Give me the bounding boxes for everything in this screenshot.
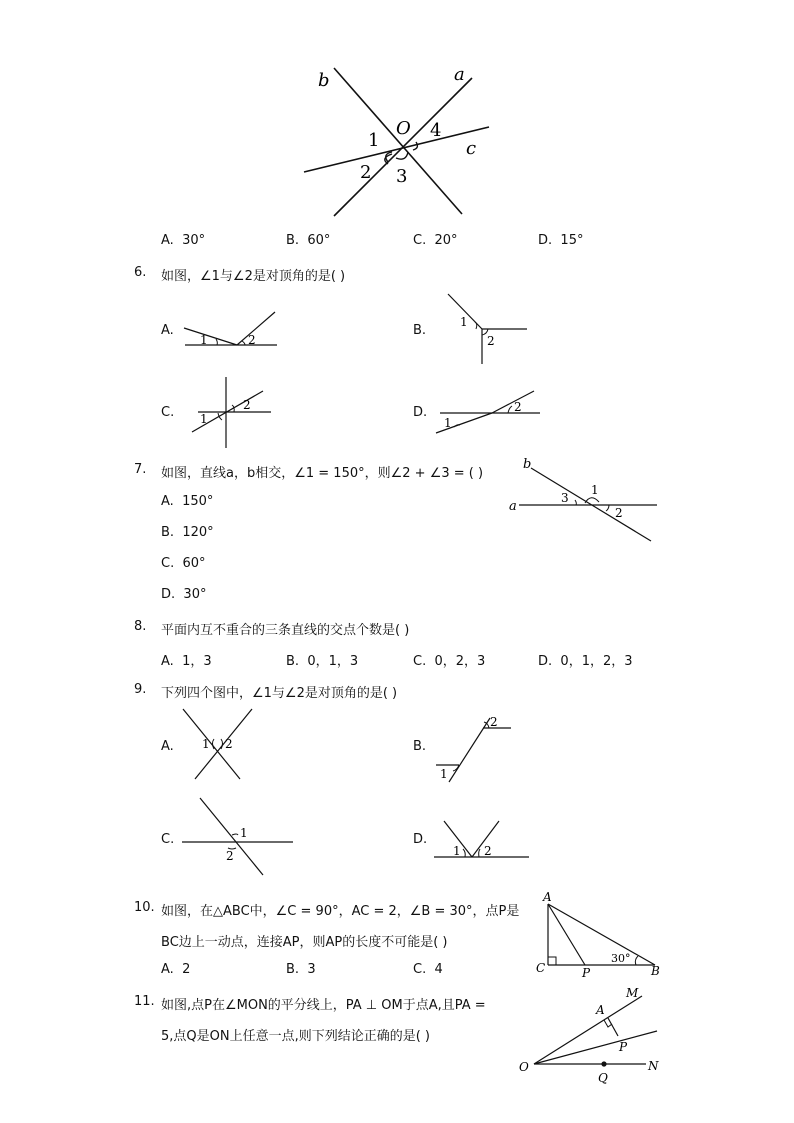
svg-text:2: 2 <box>226 849 234 863</box>
fig5-label-c: c <box>466 138 477 159</box>
svg-text:2: 2 <box>490 715 498 729</box>
fig7-label-3: 3 <box>561 491 569 505</box>
q6-option-d[interactable]: D. <box>413 405 428 420</box>
q10-option-b[interactable]: B. 3 <box>286 962 316 977</box>
right-angle-mark <box>548 957 556 965</box>
fig10-label-angle: 30° <box>611 952 631 965</box>
q11-figure <box>512 978 667 1088</box>
svg-text:1: 1 <box>202 737 210 751</box>
side-AB <box>548 904 655 965</box>
q8-option-a[interactable]: A. 1，3 <box>161 654 212 669</box>
q9-figure-a <box>180 705 260 785</box>
svg-text:1: 1 <box>200 333 208 347</box>
q7-option-a[interactable]: A. 150° <box>161 494 214 509</box>
q6-figure-d <box>432 385 547 435</box>
q6-figure-a <box>180 310 290 355</box>
q10-figure <box>530 888 670 980</box>
svg-text:2: 2 <box>248 333 256 347</box>
segment-PA <box>608 1018 618 1036</box>
q8-stem: 平面内互不重合的三条直线的交点个数是( ) <box>161 623 410 638</box>
q9-option-b[interactable]: B. <box>413 739 427 754</box>
fig5-label-1: 1 <box>368 130 380 151</box>
svg-text:1: 1 <box>440 767 448 781</box>
q9-figure-b <box>432 710 517 785</box>
q6-option-c[interactable]: C. <box>161 405 175 420</box>
q7-option-c[interactable]: C. 60° <box>161 556 206 571</box>
q8-option-b[interactable]: B. 0，1，3 <box>286 654 359 669</box>
line-a <box>334 78 472 216</box>
q6-figure-c <box>188 375 278 450</box>
q10-stem-line2: BC边上一动点，连接AP，则AP的长度不可能是( ) <box>161 935 448 950</box>
q7-number: 7. <box>134 462 147 477</box>
fig5-label-O: O <box>396 118 411 139</box>
fig7-label-a: a <box>509 499 517 514</box>
fig10-label-A: A <box>543 890 552 904</box>
fig10-label-P: P <box>582 966 591 980</box>
fig5-label-2: 2 <box>360 162 372 183</box>
line-b <box>334 68 462 214</box>
q9-figure-c <box>180 795 300 880</box>
q9-number: 9. <box>134 682 147 697</box>
fig10-label-C: C <box>536 961 546 975</box>
fig7-label-2: 2 <box>615 506 623 520</box>
q5-figure <box>296 62 496 222</box>
q8-option-d[interactable]: D. 0，1，2，3 <box>538 654 633 669</box>
q8-number: 8. <box>134 619 147 634</box>
q7-stem: 如图，直线a，b相交，∠1 = 150°，则∠2 + ∠3 = ( ) <box>161 466 484 481</box>
svg-text:2: 2 <box>484 844 492 858</box>
svg-text:1: 1 <box>240 826 248 840</box>
q6-figure-b <box>430 290 540 370</box>
q11-stem-line2: 5,点Q是ON上任意一点,则下列结论正确的是( ) <box>161 1029 431 1044</box>
q7-option-d[interactable]: D. 30° <box>161 587 207 602</box>
svg-text:1: 1 <box>460 315 468 329</box>
q5-option-d[interactable]: D. 15° <box>538 233 584 248</box>
svg-text:1: 1 <box>200 412 208 426</box>
q5-option-b[interactable]: B. 60° <box>286 233 331 248</box>
bisector <box>534 1031 657 1064</box>
q8-option-c[interactable]: C. 0，2，3 <box>413 654 486 669</box>
segment-AP <box>548 904 585 965</box>
q9-option-a[interactable]: A. <box>161 739 174 754</box>
q10-option-c[interactable]: C. 4 <box>413 962 443 977</box>
fig11-label-Q: Q <box>598 1071 608 1085</box>
svg-text:2: 2 <box>487 334 495 348</box>
fig5-label-a: a <box>454 64 465 85</box>
fig5-label-4: 4 <box>430 120 442 141</box>
q5-option-a[interactable]: A. 30° <box>161 233 206 248</box>
fig10-label-B: B <box>651 964 660 978</box>
fig11-label-M: M <box>626 986 639 1000</box>
fig11-label-O: O <box>519 1060 529 1074</box>
fig11-label-P: P <box>619 1040 628 1054</box>
q10-option-a[interactable]: A. 2 <box>161 962 191 977</box>
svg-text:1: 1 <box>444 416 452 430</box>
point-Q <box>601 1061 606 1066</box>
q7-figure <box>505 455 665 545</box>
svg-text:2: 2 <box>225 737 233 751</box>
svg-text:1: 1 <box>453 844 461 858</box>
q6-stem: 如图，∠1与∠2是对顶角的是( ) <box>161 269 346 284</box>
fig11-label-N: N <box>648 1059 659 1073</box>
svg-text:2: 2 <box>514 400 522 414</box>
q10-stem-line1: 如图，在△ABC中，∠C = 90°，AC = 2，∠B = 30°，点P是 <box>161 904 520 919</box>
q10-number: 10. <box>134 900 155 915</box>
q6-number: 6. <box>134 265 147 280</box>
fig5-label-b: b <box>318 70 330 91</box>
svg-text:2: 2 <box>243 398 251 412</box>
fig5-label-3: 3 <box>396 166 408 187</box>
q5-option-c[interactable]: C. 20° <box>413 233 458 248</box>
q9-option-d[interactable]: D. <box>413 832 428 847</box>
q11-number: 11. <box>134 994 155 1009</box>
q7-option-b[interactable]: B. 120° <box>161 525 214 540</box>
fig7-label-1: 1 <box>591 483 599 497</box>
q6-option-b[interactable]: B. <box>413 323 427 338</box>
q11-stem-line1: 如图,点P在∠MON的平分线上，PA ⊥ OM于点A,且PA = <box>161 998 486 1013</box>
q6-option-a[interactable]: A. <box>161 323 174 338</box>
q9-option-c[interactable]: C. <box>161 832 175 847</box>
q9-stem: 下列四个图中，∠1与∠2是对顶角的是( ) <box>161 686 398 701</box>
fig11-label-A: A <box>596 1003 605 1017</box>
fig7-label-b: b <box>523 457 532 472</box>
q9-figure-d <box>432 815 532 865</box>
